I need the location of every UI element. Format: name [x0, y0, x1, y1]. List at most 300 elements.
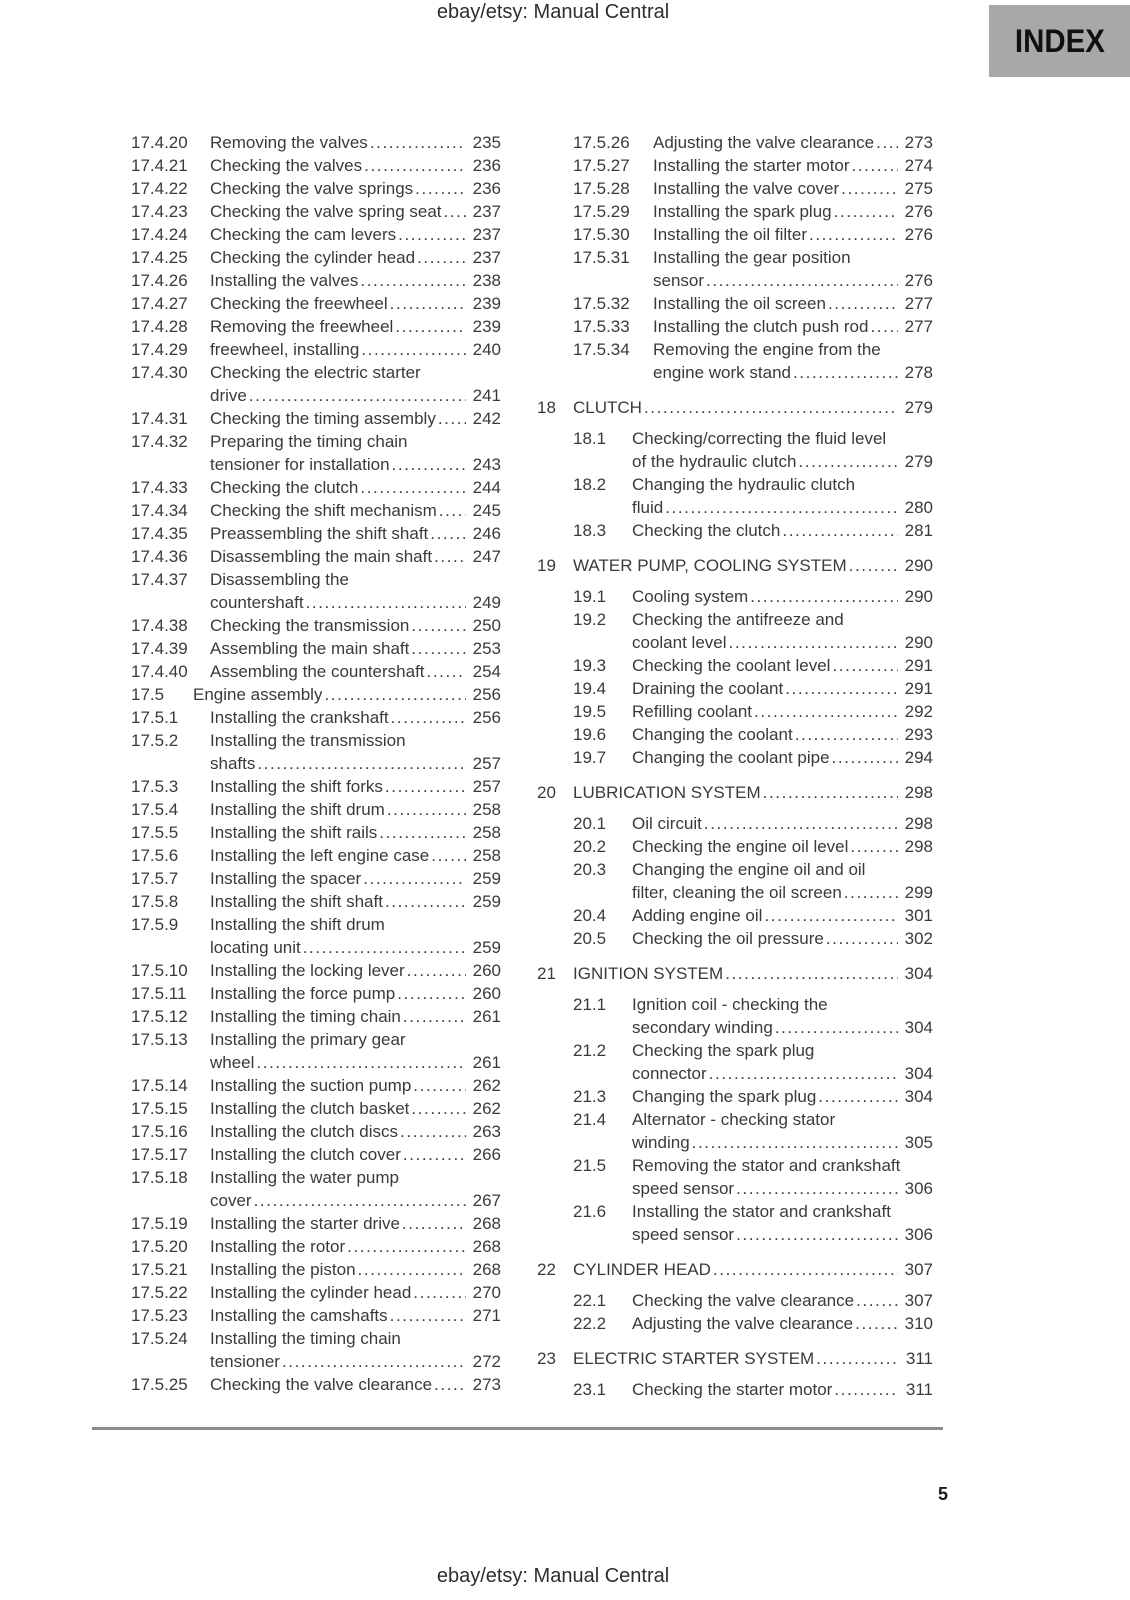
toc-entry-title: Installing the oil filter	[653, 225, 808, 244]
toc-entry-title: Installing the water pump	[210, 1168, 399, 1187]
toc-entry-title: Checking the clutch	[632, 521, 781, 540]
toc-entry-body	[210, 1166, 501, 1212]
toc-entry-number: 21.1	[573, 995, 607, 1014]
toc-entry	[537, 292, 933, 315]
toc-entry-page: 298	[904, 814, 933, 833]
toc-entry-number: 17.5.9	[131, 915, 179, 934]
toc-entry-page: 298	[904, 837, 933, 856]
toc-entry-title: Installing the piston	[210, 1260, 356, 1279]
toc-entry-page: 304	[904, 1087, 933, 1106]
toc-entry-title: Installing the valves	[210, 271, 359, 290]
toc-entry	[131, 913, 501, 959]
toc-entry-number: 17.5.16	[131, 1122, 188, 1141]
toc-entry-dot-leader	[387, 798, 466, 821]
toc-entry-dot-leader	[415, 177, 466, 200]
toc-entry-number: 17.5.6	[131, 846, 179, 865]
toc-entry-body	[632, 723, 933, 746]
toc-entry-title: Removing the stator and crankshaft	[632, 1156, 901, 1175]
toc-entry	[537, 904, 933, 927]
toc-entry-leader-line	[210, 269, 501, 292]
toc-entry-page: 246	[472, 524, 501, 543]
toc-entry-body	[210, 476, 501, 499]
toc-entry-page: 311	[905, 1380, 933, 1399]
toc-entry-title: Removing the engine from the	[653, 340, 881, 359]
toc-entry-page: 262	[472, 1076, 501, 1095]
toc-entry-page: 262	[472, 1099, 501, 1118]
toc-entry-page: 236	[472, 179, 501, 198]
toc-entry-leader-line	[632, 585, 933, 608]
toc-entry-leader-line	[210, 292, 501, 315]
toc-entry-leader-line	[632, 1131, 933, 1154]
toc-entry-body	[632, 654, 933, 677]
toc-entry-number: 23	[537, 1349, 556, 1368]
toc-entry-title-continued: coolant level	[632, 633, 727, 652]
toc-entry-body	[210, 1281, 501, 1304]
toc-entry-leader-line	[210, 200, 501, 223]
toc-entry-title: WATER PUMP, COOLING SYSTEM	[573, 556, 847, 575]
toc-entry-number: 22.1	[573, 1291, 607, 1310]
toc-entry-dot-leader	[257, 752, 466, 775]
toc-entry-body	[210, 1212, 501, 1235]
toc-entry-dot-leader	[413, 1074, 466, 1097]
toc-entry-body	[210, 1074, 501, 1097]
toc-entry-body	[632, 1378, 933, 1401]
toc-entry-number: 17.5.21	[131, 1260, 188, 1279]
toc-entry-leader-line	[632, 1378, 933, 1401]
toc-entry-title-continued: tensioner	[210, 1352, 280, 1371]
toc-entry	[537, 1347, 933, 1370]
toc-entry-leader-line	[210, 890, 501, 913]
toc-entry-leader-line	[210, 1281, 501, 1304]
toc-entry-page: 239	[472, 317, 501, 336]
toc-entry-page: 281	[904, 521, 933, 540]
toc-entry-body	[632, 746, 933, 769]
toc-entry-title: Checking/correcting the fluid level	[632, 429, 887, 448]
toc-entry	[131, 246, 501, 269]
toc-entry-dot-leader	[798, 450, 898, 473]
toc-entry-dot-leader	[434, 545, 466, 568]
toc-entry-title: Checking the oil pressure	[632, 929, 824, 948]
toc-entry-body	[210, 1028, 501, 1074]
toc-entry-dot-leader	[849, 554, 898, 577]
toc-entry-dot-leader	[390, 292, 466, 315]
toc-entry-number: 17.5.4	[131, 800, 179, 819]
toc-entry-dot-leader	[855, 1312, 898, 1335]
toc-entry-leader-line	[653, 223, 933, 246]
toc-entry-leader-line	[210, 384, 501, 407]
toc-entry-number: 17.4.39	[131, 639, 188, 658]
toc-entry-leader-line	[210, 1189, 501, 1212]
toc-entry-title: Assembling the countershaft	[210, 662, 425, 681]
toc-entry-page: 268	[472, 1237, 501, 1256]
toc-entry-dot-leader	[876, 131, 898, 154]
toc-entry	[537, 654, 933, 677]
toc-entry	[131, 522, 501, 545]
toc-entry	[131, 614, 501, 637]
toc-entry-body	[632, 1200, 933, 1246]
toc-entry-number: 19.3	[573, 656, 607, 675]
toc-entry-dot-leader	[775, 1016, 898, 1039]
toc-entry-title: Checking the valves	[210, 156, 363, 175]
toc-entry-leader-line	[653, 361, 933, 384]
toc-entry-page: 261	[472, 1007, 501, 1026]
toc-entry-title: Installing the locking lever	[210, 961, 405, 980]
toc-entry-dot-leader	[364, 154, 466, 177]
toc-entry-title: Changing the hydraulic clutch	[632, 475, 856, 494]
toc-entry-dot-leader	[385, 890, 466, 913]
toc-entry-leader-line	[193, 683, 501, 706]
toc-entry-dot-leader	[361, 338, 466, 361]
toc-entry-dot-leader	[809, 223, 898, 246]
toc-entry-dot-leader	[729, 631, 898, 654]
toc-entry-number: 17.5.10	[131, 961, 188, 980]
toc-entry-body	[210, 1235, 501, 1258]
toc-entry-number: 20.3	[573, 860, 607, 879]
toc-entry-title: Alternator - checking stator	[632, 1110, 836, 1129]
toc-entry-title: Changing the engine oil and oil	[632, 860, 866, 879]
toc-entry-body	[210, 407, 501, 430]
toc-entry-number: 17.4.28	[131, 317, 188, 336]
toc-entry-page: 310	[904, 1314, 933, 1333]
toc-entry-number: 17.5.12	[131, 1007, 188, 1026]
toc-entry-page: 275	[904, 179, 933, 198]
toc-entry-dot-leader	[852, 154, 898, 177]
toc-entry-leader-line	[210, 246, 501, 269]
toc-entry-title: Installing the clutch basket	[210, 1099, 410, 1118]
toc-entry-page: 259	[472, 892, 501, 911]
toc-entry	[537, 835, 933, 858]
toc-entry-dot-leader	[254, 1189, 466, 1212]
toc-entry-page: 290	[904, 633, 933, 652]
toc-entry-page: 250	[472, 616, 501, 635]
toc-entry	[537, 585, 933, 608]
toc-entry-body	[653, 223, 933, 246]
toc-entry-number: 17.4.34	[131, 501, 188, 520]
toc-entry	[131, 1005, 501, 1028]
toc-entry-dot-leader	[397, 982, 466, 1005]
toc-entry-leader-line	[210, 982, 501, 1005]
toc-entry	[131, 407, 501, 430]
toc-entry-dot-leader	[402, 1212, 466, 1235]
toc-entry-page: 291	[904, 656, 933, 675]
toc-entry-page: 266	[472, 1145, 501, 1164]
toc-entry-page: 311	[905, 1349, 933, 1368]
toc-entry-page: 292	[904, 702, 933, 721]
toc-entry-title: Installing the primary gear	[210, 1030, 406, 1049]
toc-entry-number: 21.6	[573, 1202, 607, 1221]
toc-entry-page: 242	[472, 409, 501, 428]
toc-entry-title-continued: connector	[632, 1064, 707, 1083]
toc-entry-page: 267	[472, 1191, 501, 1210]
toc-entry	[537, 338, 933, 384]
toc-entry	[131, 1166, 501, 1212]
toc-entry-body	[210, 292, 501, 315]
toc-entry-title: Installing the valve cover	[653, 179, 840, 198]
toc-entry-number: 19.6	[573, 725, 607, 744]
toc-entry	[131, 1143, 501, 1166]
toc-entry-leader-line	[632, 654, 933, 677]
toc-entry	[537, 1108, 933, 1154]
toc-entry-title: LUBRICATION SYSTEM	[573, 783, 761, 802]
toc-entry-dot-leader	[347, 1235, 466, 1258]
toc-entry-title-continued: winding	[632, 1133, 690, 1152]
toc-entry-title: Checking the spark plug	[632, 1041, 815, 1060]
toc-entry-page: 305	[904, 1133, 933, 1152]
toc-entry-body	[210, 1005, 501, 1028]
toc-entry-number: 20	[537, 783, 556, 802]
toc-entry-title: Draining the coolant	[632, 679, 784, 698]
toc-entry-title: CYLINDER HEAD	[573, 1260, 711, 1279]
toc-entry-page: 245	[472, 501, 501, 520]
toc-entry-dot-leader	[444, 200, 466, 223]
toc-entry-page: 293	[904, 725, 933, 744]
toc-entry-number: 22	[537, 1260, 556, 1279]
toc-entry-dot-leader	[704, 812, 898, 835]
toc-entry-page: 261	[472, 1053, 501, 1072]
toc-entry	[537, 154, 933, 177]
toc-entry-page: 237	[472, 248, 501, 267]
toc-entry-title: Installing the oil screen	[653, 294, 826, 313]
toc-entry-body	[632, 858, 933, 904]
toc-entry-page: 256	[472, 708, 501, 727]
toc-entry-page: 260	[472, 961, 501, 980]
toc-entry-number: 17.4.29	[131, 340, 188, 359]
toc-entry	[131, 223, 501, 246]
toc-entry	[131, 660, 501, 683]
toc-entry-number: 21.2	[573, 1041, 607, 1060]
toc-entry-page: 259	[472, 938, 501, 957]
toc-entry	[131, 430, 501, 476]
toc-entry-leader-line	[632, 677, 933, 700]
toc-entry	[537, 723, 933, 746]
toc-entry	[131, 292, 501, 315]
toc-entry	[537, 1154, 933, 1200]
toc-entry-number: 17.5.30	[573, 225, 630, 244]
toc-entry-body	[632, 585, 933, 608]
toc-entry-number: 18.2	[573, 475, 607, 494]
toc-entry-body	[632, 812, 933, 835]
toc-entry-title: Installing the gear position	[653, 248, 851, 267]
toc-entry-body	[653, 292, 933, 315]
toc-entry-number: 17.5.28	[573, 179, 630, 198]
toc-entry-leader-line	[632, 450, 933, 473]
toc-entry-leader-line	[210, 752, 501, 775]
toc-entry	[131, 338, 501, 361]
toc-entry-leader-line	[573, 962, 933, 985]
toc-entry-title: ELECTRIC STARTER SYSTEM	[573, 1349, 815, 1368]
toc-entry-body	[632, 427, 933, 473]
toc-entry	[131, 821, 501, 844]
toc-entry	[131, 867, 501, 890]
toc-entry-page: 263	[472, 1122, 501, 1141]
toc-entry-body	[210, 1258, 501, 1281]
toc-entry-leader-line	[632, 1177, 933, 1200]
toc-entry-title: Checking the cylinder head	[210, 248, 416, 267]
toc-entry-body	[210, 1373, 501, 1396]
toc-entry-title: Installing the cylinder head	[210, 1283, 412, 1302]
toc-entry	[537, 812, 933, 835]
toc-entry-title: Installing the shift drum	[210, 800, 385, 819]
toc-entry-dot-leader	[385, 775, 466, 798]
toc-entry-title: Checking the transmission	[210, 616, 410, 635]
toc-entry-page: 258	[472, 800, 501, 819]
toc-entry	[131, 131, 501, 154]
toc-entry-body	[210, 177, 501, 200]
toc-entry-title: Checking the starter motor	[632, 1380, 833, 1399]
toc-entry-title: Installing the transmission	[210, 731, 406, 750]
toc-entry	[131, 1097, 501, 1120]
toc-entry	[131, 637, 501, 660]
toc-entry-page: 306	[904, 1179, 933, 1198]
toc-entry-dot-leader	[411, 1097, 466, 1120]
toc-entry-leader-line	[210, 959, 501, 982]
toc-entry-title: Cooling system	[632, 587, 749, 606]
toc-entry-title: Disassembling the	[210, 570, 349, 589]
toc-entry	[537, 473, 933, 519]
toc-entry-number: 17.4.31	[131, 409, 188, 428]
toc-entry-page: 241	[472, 386, 501, 405]
toc-entry-leader-line	[210, 1258, 501, 1281]
index-label: INDEX	[1014, 22, 1105, 59]
toc-entry-body	[632, 1108, 933, 1154]
toc-entry-dot-leader	[398, 223, 466, 246]
toc-entry-dot-leader	[438, 407, 466, 430]
toc-entry-body	[632, 1154, 933, 1200]
toc-entry-number: 17.4.38	[131, 616, 188, 635]
toc-entry-number: 19.5	[573, 702, 607, 721]
toc-entry-title: Checking the valve spring seat	[210, 202, 442, 221]
toc-entry-number: 21.4	[573, 1110, 607, 1129]
toc-entry-body	[210, 246, 501, 269]
toc-entry-leader-line	[210, 407, 501, 430]
toc-entry-number: 22.2	[573, 1314, 607, 1333]
toc-entry-title: Checking the valve clearance	[210, 1375, 433, 1394]
toc-entry-title: Installing the crankshaft	[210, 708, 389, 727]
toc-entry-leader-line	[632, 723, 933, 746]
toc-entry	[131, 1028, 501, 1074]
toc-entry	[537, 131, 933, 154]
toc-entry-body	[210, 844, 501, 867]
toc-entry	[537, 315, 933, 338]
toc-entry-leader-line	[210, 499, 501, 522]
toc-entry-page: 268	[472, 1260, 501, 1279]
toc-entry-page: 278	[904, 363, 933, 382]
toc-entry-page: 279	[904, 398, 933, 417]
toc-entry-dot-leader	[841, 177, 898, 200]
toc-entry-body	[210, 1120, 501, 1143]
toc-entry-number: 17.4.21	[131, 156, 188, 175]
toc-entry-page: 307	[904, 1260, 933, 1279]
toc-entry-title-continued: tensioner for installation	[210, 455, 390, 474]
toc-entry	[131, 775, 501, 798]
toc-entry-leader-line	[632, 746, 933, 769]
toc-entry-dot-leader	[818, 1085, 898, 1108]
toc-entry-dot-leader	[392, 453, 466, 476]
toc-entry-body	[210, 913, 501, 959]
toc-entry-title: Checking the engine oil level	[632, 837, 849, 856]
toc-entry-title: Installing the spark plug	[653, 202, 832, 221]
toc-entry-number: 17.5.18	[131, 1168, 188, 1187]
toc-entry-title: Checking the electric starter	[210, 363, 421, 382]
toc-entry-dot-leader	[692, 1131, 898, 1154]
toc-entry-dot-leader	[736, 1177, 898, 1200]
toc-entry-number: 17.5.23	[131, 1306, 188, 1325]
toc-entry-leader-line	[632, 835, 933, 858]
toc-entry-page: 276	[904, 271, 933, 290]
toc-entry-leader-line	[210, 844, 501, 867]
toc-entry-title: Checking the coolant level	[632, 656, 831, 675]
toc-entry-number: 17.5.32	[573, 294, 630, 313]
toc-entry-title: Checking the clutch	[210, 478, 359, 497]
toc-entry	[131, 1074, 501, 1097]
toc-entry-dot-leader	[303, 936, 466, 959]
toc-entry-page: 280	[904, 498, 933, 517]
toc-entry-number: 17.4.24	[131, 225, 188, 244]
toc-entry-leader-line	[632, 631, 933, 654]
toc-entry-title: Installing the spacer	[210, 869, 362, 888]
toc-entry-title: Installing the clutch push rod	[653, 317, 869, 336]
toc-entry-dot-leader	[434, 1373, 466, 1396]
toc-entry	[131, 568, 501, 614]
toc-entry-title: Checking the cam levers	[210, 225, 397, 244]
toc-entry-leader-line	[210, 177, 501, 200]
toc-entry-number: 17.5.2	[131, 731, 179, 750]
toc-entry-body	[210, 706, 501, 729]
toc-entry-leader-line	[210, 706, 501, 729]
toc-entry-body	[210, 568, 501, 614]
toc-entry-leader-line	[210, 522, 501, 545]
toc-entry-number: 19.2	[573, 610, 607, 629]
toc-entry-title: Changing the coolant	[632, 725, 793, 744]
toc-entry-leader-line	[210, 338, 501, 361]
toc-entry-body	[210, 1143, 501, 1166]
toc-entry-title-continued: wheel	[210, 1053, 255, 1072]
toc-entry-dot-leader	[844, 881, 898, 904]
toc-entry-body	[210, 959, 501, 982]
toc-entry-page: 272	[472, 1352, 501, 1371]
toc-entry-dot-leader	[430, 522, 466, 545]
toc-entry-title: Installing the shift forks	[210, 777, 383, 796]
toc-entry-body	[573, 554, 933, 577]
toc-entry	[131, 315, 501, 338]
toc-entry-number: 17.5	[131, 685, 165, 704]
toc-entry	[537, 1085, 933, 1108]
toc-entry-title: Oil circuit	[632, 814, 702, 833]
toc-entry-page: 258	[472, 846, 501, 865]
toc-entry-body	[632, 519, 933, 542]
toc-entry-body	[210, 1327, 501, 1373]
toc-entry	[537, 1258, 933, 1281]
toc-entry-page: 258	[472, 823, 501, 842]
toc-entry-dot-leader	[403, 1143, 466, 1166]
toc-entry-body	[210, 338, 501, 361]
toc-entry-leader-line	[632, 1289, 933, 1312]
toc-entry-title: IGNITION SYSTEM	[573, 964, 724, 983]
toc-entry-body	[210, 637, 501, 660]
toc-entry-dot-leader	[754, 700, 898, 723]
toc-entry-dot-leader	[750, 585, 898, 608]
toc-entry-number: 20.5	[573, 929, 607, 948]
toc-entry-number: 19.7	[573, 748, 607, 767]
toc-entry-dot-leader	[370, 131, 466, 154]
toc-entry-body	[573, 962, 933, 985]
toc-entry-leader-line	[210, 1097, 501, 1120]
toc-entry-leader-line	[210, 453, 501, 476]
toc-entry-number: 17.4.26	[131, 271, 188, 290]
toc-entry-leader-line	[632, 1312, 933, 1335]
toc-entry-leader-line	[653, 200, 933, 223]
toc-entry-leader-line	[210, 1304, 501, 1327]
